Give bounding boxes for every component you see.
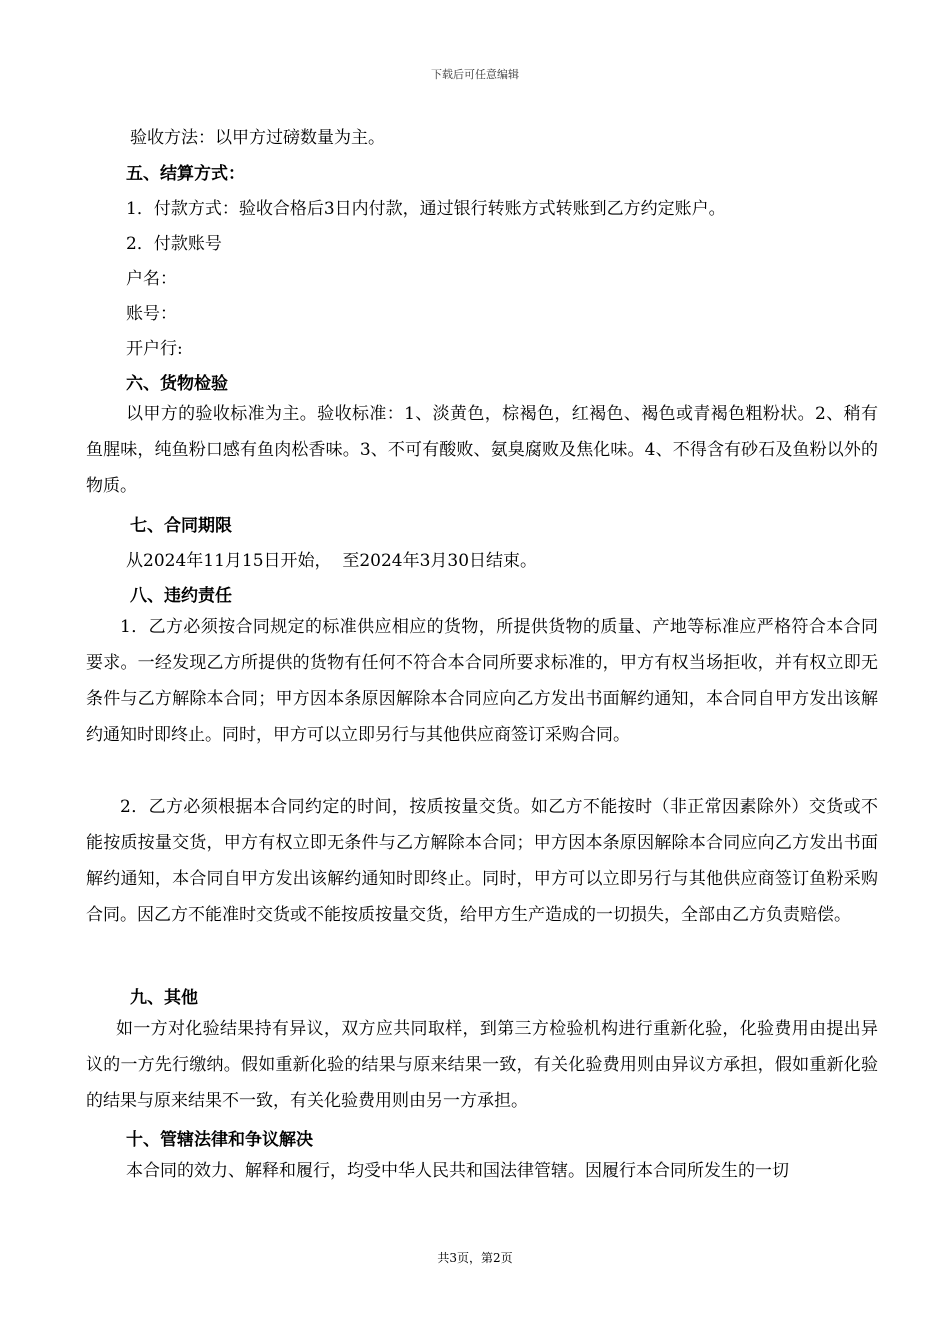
section-7-body: 从2024年11月15日开始， 至2024年3月30日结束。	[126, 551, 538, 571]
page-header: 下载后可任意编辑	[431, 68, 519, 81]
section-8-heading: 八、违约责任	[130, 586, 232, 606]
bank-label: 开户行:	[126, 339, 183, 359]
section-9-heading: 九、其他	[130, 988, 198, 1008]
account-name-label: 户名：	[126, 269, 177, 289]
account-number-label: 账号：	[126, 304, 177, 324]
section-10-heading: 十、管辖法律和争议解决	[126, 1130, 313, 1150]
section-7-heading: 七、合同期限	[130, 516, 232, 536]
section-5-item-1: 1．付款方式：验收合格后3日内付款，通过银行转账方式转账到乙方约定账户。	[126, 199, 726, 219]
section-8-paragraph-2: 2．乙方必须根据本合同约定的时间，按质按量交货。如乙方不能按时（非正常因素除外）交货或不能按质按量交货，甲方有权立即无条件与乙方解除本合同；甲方因本条原因解除本合同应向乙方发出书面解约通知，本合同自甲方发出该解约通知时即终止。同时，甲方可以立即另行与其他供应商签订鱼粉采购合同。因乙方不能准时交货或不能按质按量交货，给甲方生产造成的一切损失，全部由乙方负责赔偿。	[86, 797, 878, 925]
section-10-body: 本合同的效力、解释和履行，均受中华人民共和国法律管辖。因履行本合同所发生的一切	[126, 1161, 789, 1181]
section-6-heading: 六、货物检验	[126, 374, 228, 394]
section-5-heading: 五、结算方式：	[126, 164, 245, 184]
section-8-paragraph-1: 1．乙方必须按合同规定的标准供应相应的货物，所提供货物的质量、产地等标准应严格符合本合同要求。一经发现乙方所提供的货物有任何不符合本合同所要求标准的，甲方有权当场拒收，并有权立即无条件与乙方解除本合同；甲方因本条原因解除本合同应向乙方发出书面解约通知，本合同自甲方发出该解约通知时即终止。同时，甲方可以立即另行与其他供应商签订采购合同。	[86, 617, 878, 745]
section-9-body: 如一方对化验结果持有异议，双方应共同取样，到第三方检验机构进行重新化验，化验费用由提出异议的一方先行缴纳。假如重新化验的结果与原来结果一致，有关化验费用则由异议方承担，假如重新化验的结果与原来结果不一致，有关化验费用则由另一方承担。	[86, 1019, 878, 1111]
section-5-item-2: 2．付款账号	[126, 234, 222, 254]
acceptance-method-text: 验收方法：以甲方过磅数量为主。	[130, 128, 385, 148]
page-footer: 共3页，第2页	[437, 1251, 513, 1265]
section-6-body: 以甲方的验收标准为主。验收标准：1、淡黄色，棕褐色，红褐色、褐色或青褐色粗粉状。2、稍有鱼腥味，纯鱼粉口感有鱼肉松香味。3、不可有酸败、氨臭腐败及焦化味。4、不得含有砂石及鱼粉以外的物质。	[86, 404, 878, 496]
